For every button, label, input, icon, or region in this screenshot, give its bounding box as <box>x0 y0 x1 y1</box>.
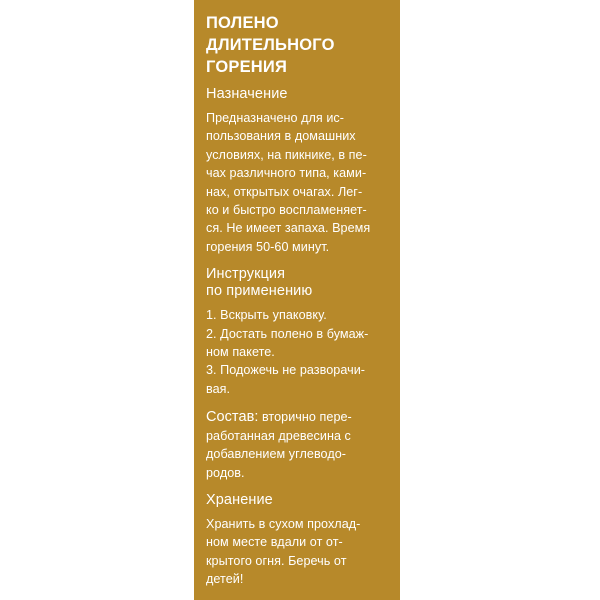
composition-heading: Состав: <box>206 409 259 426</box>
instructions-list <box>206 306 389 398</box>
product-label-panel <box>194 0 400 600</box>
composition-block <box>206 408 389 482</box>
product-title: ПОЛЕНО ДЛИТЕЛЬНОГО ГОРЕНИЯ <box>206 14 335 76</box>
instruction-item: 2. Достать полено в бумаж- ном пакете. <box>206 326 369 360</box>
purpose-heading: Назначение <box>206 86 288 102</box>
instruction-item: 3. Подожечь не разворачи- вая. <box>206 363 366 396</box>
instructions-heading: Инструкция по применению <box>206 266 313 300</box>
storage-text: Хранить в сухом прохлад- ном месте вдали от от- крытого огня. Беречь от детей! <box>206 516 361 587</box>
storage-heading: Хранение <box>206 491 273 508</box>
purpose-text: Предназначено для ис- пользования в домашних условиях, на пикнике, в пе- чах различного типа, ками- нах, открытых очагах. Лег- ко и быстро воспламеняет- ся. Не имеет запаха. Время горения 50-60 минут. <box>206 111 371 254</box>
instruction-item: 1. Вскрыть упаковку. <box>206 308 327 323</box>
composition-text: вторично пере- работанная древесина с добавлением углеводо- родов. <box>206 410 352 480</box>
